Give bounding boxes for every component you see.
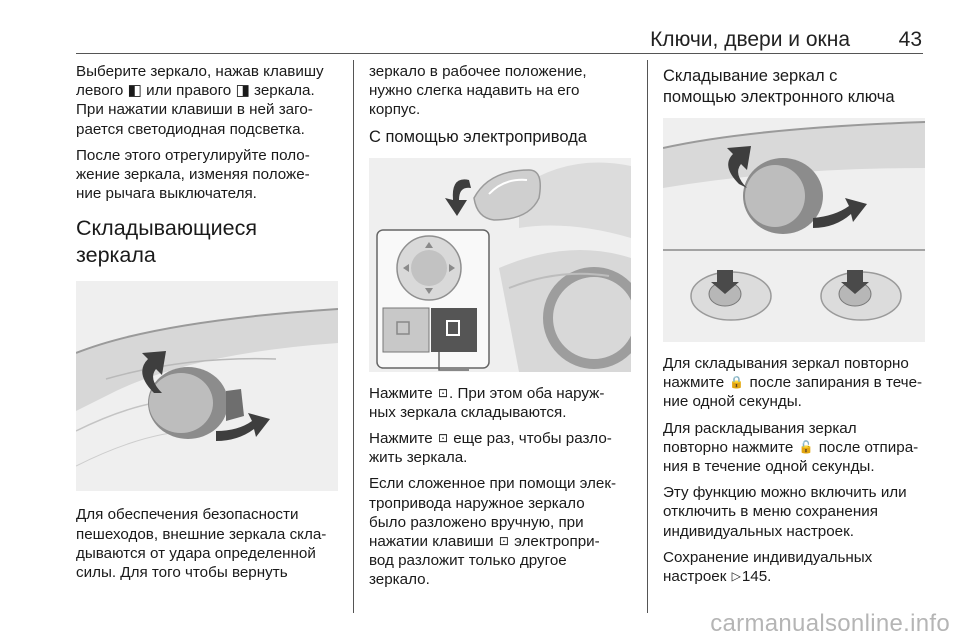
paragraph: Выберите зеркало, нажав клавишу левого ◧ или правого ◨ зеркала. При нажатии клавиши в ней заго- рается светодиодная подсветка. bbox=[76, 63, 324, 138]
page-reference-arrow-icon: ▷ bbox=[731, 569, 741, 584]
electric-fold-switch-illustration bbox=[369, 158, 631, 372]
section-heading: Складывание зеркал с помощью электронного ключа bbox=[663, 67, 895, 106]
paragraph: Сохранение индивидуальных настроек ▷145. bbox=[663, 548, 873, 586]
mirror-fold-switch-icon: ⊡ bbox=[437, 385, 449, 400]
page-reference-link[interactable]: 145. bbox=[741, 568, 772, 586]
section-heading: Складывающиеся зеркала bbox=[76, 216, 257, 268]
page-header-title: Ключи, двери и окна bbox=[650, 28, 850, 51]
paragraph: Для раскладывания зеркал повторно нажмите 🔓 после отпира- ния в течение одной секунды. bbox=[663, 419, 919, 476]
folded-mirror-illustration bbox=[76, 281, 338, 491]
watermark: carmanualsonline.info bbox=[710, 610, 950, 637]
column-1 bbox=[76, 62, 342, 589]
key-fold-mirror-illustration bbox=[663, 118, 925, 342]
column-divider bbox=[353, 60, 354, 613]
paragraph: Для обеспечения безопасности пешеходов, внешние зеркала скла- дываются от удара определенной силы. Для того чтобы вернуть bbox=[76, 506, 327, 582]
page-number: 43 bbox=[898, 28, 922, 51]
mirror-fold-switch-icon: ⊡ bbox=[437, 431, 449, 446]
mirror-fold-switch-icon: ⊡ bbox=[498, 534, 509, 549]
paragraph: Нажмите ⊡ еще раз, чтобы разло- жить зеркала. bbox=[369, 430, 612, 467]
unlock-icon: 🔓 bbox=[798, 439, 814, 454]
paragraph: Для складывания зеркал повторно нажмите 🔒 после запирания в тече- ние одной секунды. bbox=[663, 355, 923, 411]
header-divider bbox=[76, 53, 923, 54]
paragraph: После этого отрегулируйте поло- жение зеркала, изменяя положе- ние рычага выключателя. bbox=[76, 146, 310, 203]
paragraph: Если сложенное при помощи элек- тропривода наружное зеркало было разложено вручную, при нажатии клавиши ⊡ электропри- вод разложит только другое зеркало. bbox=[369, 475, 617, 589]
column-2 bbox=[369, 62, 639, 597]
paragraph: Нажмите ⊡. При этом оба наруж- ных зеркала складываются. bbox=[369, 384, 605, 421]
paragraph: зеркало в рабочее положение, нужно слегка надавить на его корпус. bbox=[369, 63, 587, 119]
paragraph: Эту функцию можно включить или отключить в меню сохранения индивидуальных настроек. bbox=[663, 484, 907, 540]
column-3 bbox=[663, 62, 935, 593]
column-divider bbox=[647, 60, 648, 613]
lock-icon: 🔒 bbox=[729, 375, 745, 390]
section-heading: С помощью электропривода bbox=[369, 127, 587, 146]
